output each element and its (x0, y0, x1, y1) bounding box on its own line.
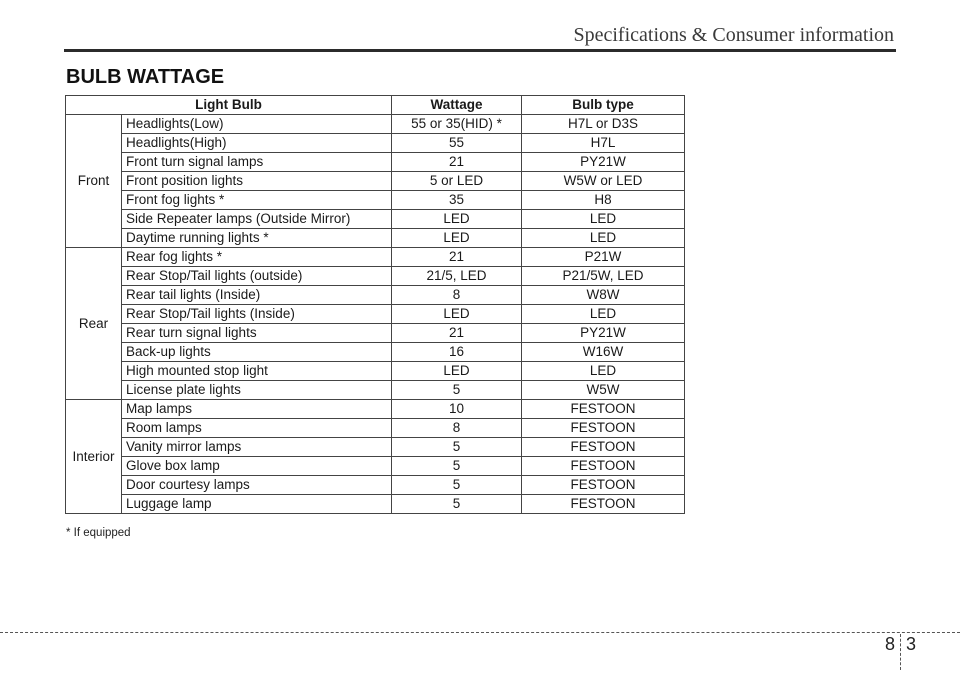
cell-light-bulb: Front fog lights * (122, 191, 392, 210)
table-row (66, 172, 685, 191)
table-row (66, 343, 685, 362)
table-row (66, 267, 685, 286)
cell-light-bulb: Rear Stop/Tail lights (outside) (122, 267, 392, 286)
table-row (66, 153, 685, 172)
cell-bulb-type: W5W or LED (522, 172, 685, 191)
cell-bulb-type: FESTOON (522, 457, 685, 476)
table-row (66, 400, 685, 419)
header-rule (64, 49, 896, 52)
table-header-row (66, 96, 685, 115)
group-label: Interior (66, 400, 122, 514)
cell-wattage: LED (392, 305, 522, 324)
cell-bulb-type: P21W (522, 248, 685, 267)
cell-wattage: 5 (392, 438, 522, 457)
page-header-title: Specifications & Consumer information (573, 24, 894, 46)
cell-light-bulb: Room lamps (122, 419, 392, 438)
table-row (66, 381, 685, 400)
cell-light-bulb: Headlights(Low) (122, 115, 392, 134)
cell-light-bulb: Rear turn signal lights (122, 324, 392, 343)
page-separator (900, 634, 901, 670)
cell-wattage: 21 (392, 324, 522, 343)
cell-bulb-type: FESTOON (522, 419, 685, 438)
cell-bulb-type: PY21W (522, 324, 685, 343)
cell-light-bulb: Door courtesy lamps (122, 476, 392, 495)
cell-wattage: 21 (392, 153, 522, 172)
cell-wattage: 10 (392, 400, 522, 419)
section-title: BULB WATTAGE (66, 66, 225, 88)
cell-wattage: LED (392, 229, 522, 248)
cell-light-bulb: Daytime running lights * (122, 229, 392, 248)
cell-light-bulb: Rear fog lights * (122, 248, 392, 267)
page-index: 3 (906, 634, 917, 654)
cell-bulb-type: W8W (522, 286, 685, 305)
cell-wattage: 5 or LED (392, 172, 522, 191)
cell-light-bulb: License plate lights (122, 381, 392, 400)
footer-rule (0, 632, 960, 633)
table-row (66, 495, 685, 514)
cell-light-bulb: High mounted stop light (122, 362, 392, 381)
cell-light-bulb: Side Repeater lamps (Outside Mirror) (122, 210, 392, 229)
column-header-light-bulb: Light Bulb (66, 96, 392, 115)
table-row (66, 457, 685, 476)
table-row (66, 286, 685, 305)
cell-light-bulb: Rear Stop/Tail lights (Inside) (122, 305, 392, 324)
cell-light-bulb: Back-up lights (122, 343, 392, 362)
cell-bulb-type: H8 (522, 191, 685, 210)
cell-wattage: 55 or 35(HID) * (392, 115, 522, 134)
table-row (66, 419, 685, 438)
cell-light-bulb: Front turn signal lamps (122, 153, 392, 172)
table-row (66, 324, 685, 343)
cell-wattage: 16 (392, 343, 522, 362)
cell-light-bulb: Front position lights (122, 172, 392, 191)
table-row (66, 248, 685, 267)
table-row (66, 362, 685, 381)
cell-light-bulb: Rear tail lights (Inside) (122, 286, 392, 305)
footnote: * If equipped (66, 527, 131, 539)
cell-bulb-type: FESTOON (522, 400, 685, 419)
cell-light-bulb: Luggage lamp (122, 495, 392, 514)
cell-wattage: 35 (392, 191, 522, 210)
cell-bulb-type: W5W (522, 381, 685, 400)
bulb-wattage-table (65, 95, 685, 514)
cell-light-bulb: Map lamps (122, 400, 392, 419)
cell-bulb-type: H7L (522, 134, 685, 153)
cell-bulb-type: FESTOON (522, 438, 685, 457)
cell-light-bulb: Glove box lamp (122, 457, 392, 476)
cell-bulb-type: LED (522, 229, 685, 248)
cell-bulb-type: FESTOON (522, 495, 685, 514)
cell-light-bulb: Vanity mirror lamps (122, 438, 392, 457)
cell-wattage: 5 (392, 476, 522, 495)
cell-wattage: 5 (392, 495, 522, 514)
cell-bulb-type: H7L or D3S (522, 115, 685, 134)
table-row (66, 134, 685, 153)
cell-wattage: 8 (392, 286, 522, 305)
cell-bulb-type: FESTOON (522, 476, 685, 495)
page-chapter: 8 (885, 634, 896, 654)
group-label: Front (66, 115, 122, 248)
cell-wattage: LED (392, 210, 522, 229)
table-row (66, 438, 685, 457)
cell-wattage: 55 (392, 134, 522, 153)
table-row (66, 115, 685, 134)
column-header-bulb-type: Bulb type (522, 96, 685, 115)
table-row (66, 229, 685, 248)
group-label: Rear (66, 248, 122, 400)
page-number (885, 634, 916, 670)
table-body (66, 115, 685, 514)
table-row (66, 476, 685, 495)
table-row (66, 210, 685, 229)
table-row (66, 191, 685, 210)
cell-wattage: 5 (392, 457, 522, 476)
cell-wattage: 5 (392, 381, 522, 400)
table-row (66, 305, 685, 324)
column-header-wattage: Wattage (392, 96, 522, 115)
cell-bulb-type: PY21W (522, 153, 685, 172)
cell-wattage: 21 (392, 248, 522, 267)
cell-wattage: 21/5, LED (392, 267, 522, 286)
cell-bulb-type: LED (522, 362, 685, 381)
cell-bulb-type: W16W (522, 343, 685, 362)
cell-bulb-type: LED (522, 305, 685, 324)
cell-light-bulb: Headlights(High) (122, 134, 392, 153)
cell-bulb-type: P21/5W, LED (522, 267, 685, 286)
cell-bulb-type: LED (522, 210, 685, 229)
cell-wattage: 8 (392, 419, 522, 438)
cell-wattage: LED (392, 362, 522, 381)
